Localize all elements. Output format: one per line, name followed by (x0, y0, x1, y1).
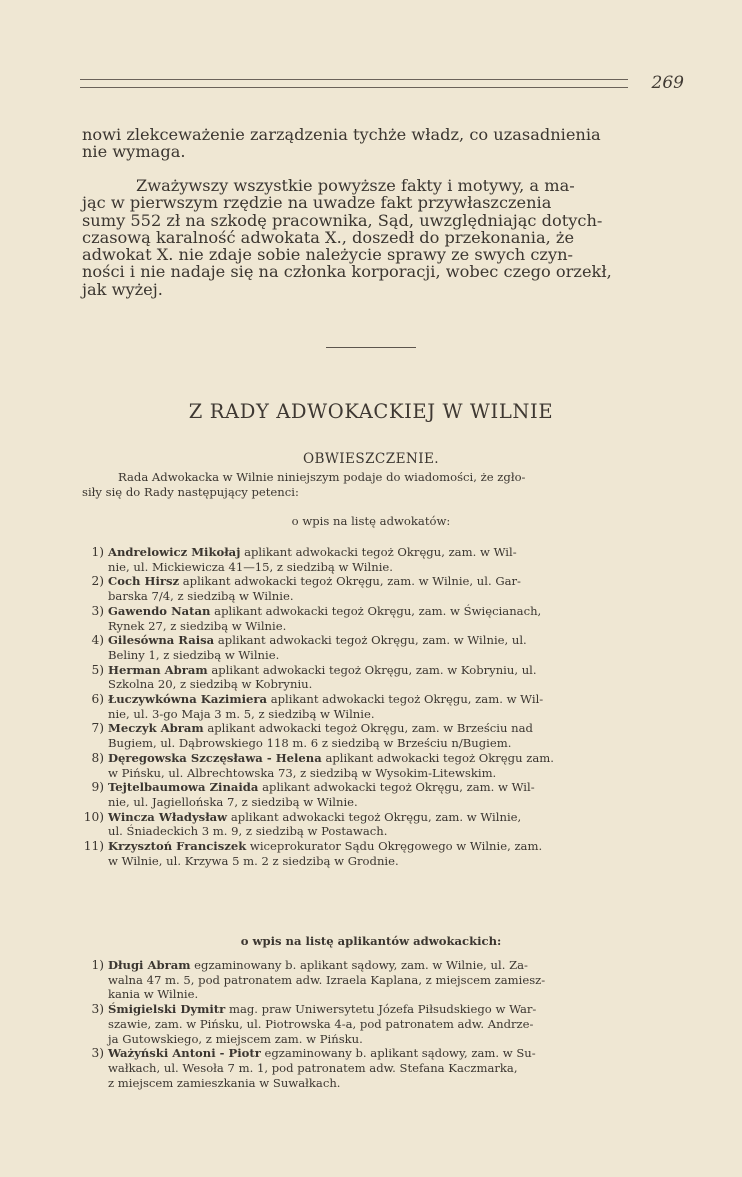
list-item-text: nie, ul. 3-go Maja 3 m. 5, z siedzibą w Wilnie. (108, 706, 375, 721)
applicants-list-heading: o wpis na listę aplikantów adwokackich: (240, 934, 502, 948)
list-item (82, 633, 679, 662)
section-divider (326, 347, 416, 348)
list-item-text: aplikant adwokacki tegoż Okręgu, zam. w Kobryniu, ul. (211, 662, 537, 677)
list-item (82, 780, 679, 809)
list-item-text: aplikant adwokacki tegoż Okręgu, zam. w Wil- (270, 692, 544, 707)
paragraph-2-line: adwokat X. nie zdaje sobie należycie sprawy ze swych czyn- (82, 245, 573, 265)
list-item-text: walna 47 m. 5, pod patronatem adw. Izraela Kaplana, z miejscem zamiesz- (108, 972, 546, 987)
list-item-name: Krzysztoń Franciszek (108, 839, 247, 854)
list-item-name: Meczyk Abram (108, 721, 204, 736)
list-item-text: ul. Śniadeckich 3 m. 9, z siedzibą w Postawach. (108, 824, 388, 839)
list-item-name: Gilesówna Raisa (108, 633, 215, 648)
paragraph-2-line: Zważywszy wszystkie powyższe fakty i motywy, a ma- (136, 176, 575, 195)
list-item-number: 4) (91, 633, 104, 648)
list-item (82, 545, 679, 574)
list-item-text: Bugiem, ul. Dąbrowskiego 118 m. 6 z siedzibą w Brześciu n/Bugiem. (108, 736, 512, 751)
header-rule (80, 79, 628, 88)
paragraph-2-line: sumy 552 zł na szkodę pracownika, Sąd, uwzględniając dotych- (82, 210, 603, 230)
list-item-number: 9) (91, 780, 104, 795)
list-item-number: 1) (91, 958, 104, 972)
page-number: 269 (651, 73, 684, 93)
list-item-text: aplikant adwokacki tegoż Okręgu, zam. w Wilnie, (230, 809, 522, 824)
list-item (82, 751, 679, 780)
list-item-text: aplikant adwokacki tegoż Okręgu zam. (325, 750, 554, 765)
list-item-text: nie, ul. Jagiellońska 7, z siedzibą w Wilnie. (108, 794, 358, 809)
list-item-number: 3) (91, 1046, 104, 1061)
paragraph-1 (82, 126, 679, 161)
list-item-text: Beliny 1, z siedzibą w Wilnie. (108, 647, 280, 662)
list-item-text: aplikant adwokacki tegoż Okręgu, zam. w Wilnie, ul. (217, 633, 527, 648)
list-item-text: aplikant adwokacki tegoż Okręgu, zam. w Brześciu nad (207, 721, 533, 736)
list-item-number: 6) (91, 692, 104, 707)
paragraph-2-line: jąc w pierwszym rzędzie na uwadze fakt przywłaszczenia (82, 193, 552, 213)
paragraph-1-line: nowi zlekceważenie zarządzenia tychże władz, co uzasadnienia (82, 125, 601, 144)
advocates-list (82, 545, 679, 868)
list-item-text: aplikant adwokacki tegoż Okręgu, zam. w Wilnie, ul. Gar- (182, 574, 521, 589)
list-item-text: egzaminowany b. aplikant sądowy, zam. w Wilnie, ul. Za- (194, 958, 528, 972)
list-item-name: Wincza Władysław (108, 809, 228, 824)
list-item-text: nie, ul. Mickiewicza 41—15, z siedzibą w Wilnie. (108, 559, 393, 574)
list-item-name: Długi Abram (108, 958, 191, 972)
list-item-text: egzaminowany b. aplikant sądowy, zam. w Su- (264, 1046, 536, 1061)
list-item-text: w Pińsku, ul. Albrechtowska 73, z siedzibą w Wysokim-Litewskim. (108, 765, 497, 780)
paragraph-2-line: ności i nie nadaje się na członka korporacji, wobec czego orzekł, (82, 262, 612, 282)
list-item-number: 3) (91, 1002, 104, 1017)
section-title: Z RADY ADWOKACKIEJ W WILNIE (188, 400, 554, 423)
list-item-name: Łuczywkówna Kazimiera (108, 692, 267, 707)
list-item-text: w Wilnie, ul. Krzywa 5 m. 2 z siedzibą w Grodnie. (108, 853, 399, 868)
list-item-name: Śmigielski Dymitr (108, 1002, 226, 1017)
list-item-text: Rynek 27, z siedzibą w Wilnie. (108, 618, 287, 633)
paragraph-2-line: jak wyżej. (82, 279, 163, 299)
applicants-list (82, 958, 679, 1090)
list-item (82, 721, 679, 750)
list-item-number: 8) (91, 750, 104, 765)
list-item-text: aplikant adwokacki tegoż Okręgu, zam. w Wil- (262, 780, 535, 795)
list-item-text: barska 7/4, z siedzibą w Wilnie. (108, 589, 294, 604)
list-item-name: Ważyński Antoni - Piotr (108, 1046, 261, 1061)
list-item (82, 1046, 679, 1090)
notice-intro-line: Rada Adwokacka w Wilnie niniejszym podaje do wiadomości, że zgło- (118, 470, 526, 484)
list-item-number: 11) (83, 839, 104, 854)
list-item (82, 958, 679, 1002)
list-item-name: Andrelowicz Mikołaj (108, 545, 241, 559)
list-item-text: szawie, zam. w Pińsku, ul. Piotrowska 4-a, pod patronatem adw. Andrze- (108, 1016, 534, 1031)
list-item (82, 810, 679, 839)
list-item-text: mag. praw Uniwersytetu Józefa Piłsudskiego w War- (228, 1002, 537, 1017)
list-item-name: Gawendo Natan (108, 603, 211, 618)
list-item-text: wałkach, ul. Wesoła 7 m. 1, pod patronatem adw. Stefana Kaczmarka, (108, 1060, 518, 1075)
list-item (82, 574, 679, 603)
list-item-name: Tejtelbaumowa Zinaida (108, 780, 259, 795)
notice-heading: OBWIESZCZENIE. (302, 451, 440, 467)
list-item-name: Coch Hirsz (108, 574, 180, 589)
list-item (82, 692, 679, 721)
paragraph-1-line: nie wymaga. (82, 142, 186, 162)
list-item-text: Szkolna 20, z siedzibą w Kobryniu. (108, 677, 313, 692)
list-item-text: wiceprokurator Sądu Okręgowego w Wilnie, zam. (249, 839, 543, 854)
list-item-text: z miejscem zamieszkania w Suwałkach. (108, 1075, 341, 1090)
list-item-number: 7) (91, 721, 104, 736)
notice-intro-line: siły się do Rady następujący petenci: (82, 484, 299, 499)
list-item-number: 2) (91, 574, 104, 589)
list-item-name: Herman Abram (108, 662, 208, 677)
list-item (82, 1002, 679, 1046)
list-item (82, 839, 679, 868)
list-item-text: aplikant adwokacki tegoż Okręgu, zam. w Wil- (244, 545, 517, 559)
list-item (82, 663, 679, 692)
list-item-text: ja Gutowskiego, z miejscem zam. w Pińsku. (108, 1031, 363, 1046)
notice-intro (82, 470, 679, 500)
advocates-list-heading: o wpis na listę adwokatów: (291, 514, 451, 528)
list-item-text: kania w Wilnie. (108, 987, 199, 1002)
list-item (82, 604, 679, 633)
list-item-number: 1) (91, 545, 104, 559)
paragraph-2 (82, 177, 679, 298)
list-item-name: Dęregowska Szczęsława - Helena (108, 750, 322, 765)
list-item-text: aplikant adwokacki tegoż Okręgu, zam. w Święcianach, (214, 603, 542, 618)
list-item-number: 5) (91, 662, 104, 677)
list-item-number: 10) (83, 809, 104, 824)
list-item-number: 3) (91, 603, 104, 618)
paragraph-2-line: czasową karalność adwokata X., doszedł do przekonania, że (82, 227, 575, 247)
